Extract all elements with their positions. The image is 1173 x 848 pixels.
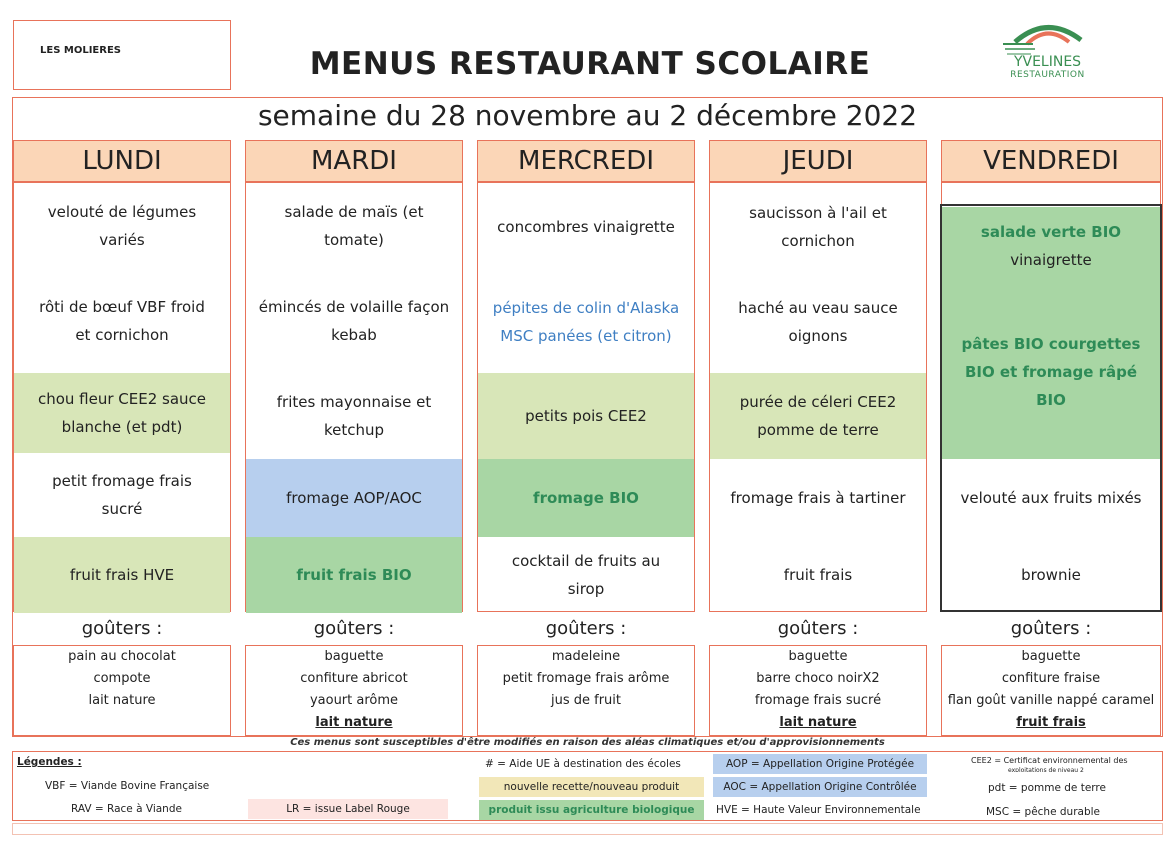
gouter-list [13, 645, 231, 736]
gouter-item: pain au chocolat [68, 649, 176, 664]
legend-nouvelle: nouvelle recette/nouveau produit [479, 777, 704, 797]
dish-item [478, 537, 694, 613]
dish-item [710, 373, 926, 459]
dish-item [710, 271, 926, 373]
legend-bio: produit issu agriculture biologique [479, 800, 704, 820]
dish-text: fromage AOP/AOC [286, 489, 422, 507]
dish-text: BIO [1036, 391, 1066, 409]
dish-item [478, 183, 694, 271]
gouter-item: madeleine [551, 649, 621, 664]
gouter-item: fruit frais [1016, 715, 1086, 730]
dish-text: brownie [1021, 566, 1081, 584]
gouter-item: lait nature [779, 715, 857, 730]
page-title: MENUS RESTAURANT SCOLAIRE [309, 46, 871, 82]
gouter-item: lait nature [88, 693, 156, 708]
gouter-list [477, 645, 695, 736]
day-header-jeudi: JEUDI [709, 140, 927, 182]
dish-text: rôti de bœuf VBF froid [39, 298, 205, 316]
dish-text: cornichon [781, 232, 855, 250]
legend-msc: MSC = pêche durable [986, 806, 1100, 818]
friday-highlight-border [940, 204, 1162, 612]
dish-list [13, 182, 231, 612]
logo-subtitle: RESTAURATION [1010, 70, 1085, 80]
dish-text: variés [99, 231, 145, 249]
legend-aide: # = Aide UE à destination des écoles [485, 758, 681, 770]
legend-aop: AOP = Appellation Origine Protégée [713, 754, 927, 774]
gouter-title: goûters : [777, 618, 859, 639]
dish-text: chou fleur CEE2 sauce [37, 390, 207, 408]
gouter-title: goûters : [1010, 618, 1092, 639]
dish-item [14, 537, 230, 613]
disclaimer: Ces menus sont susceptibles d'être modifiés en raison des aléas climatiques et/ou d'approvisionnements [290, 737, 885, 748]
legend-cee2: CEE2 = Certificat environnemental des [971, 756, 1128, 765]
legend-title: Légendes : [17, 756, 82, 768]
legend-vbf: VBF = Viande Bovine Française [45, 780, 210, 792]
dish-text: fruit frais BIO [296, 566, 412, 584]
dish-item [478, 373, 694, 459]
dish-text: tomate) [324, 231, 384, 249]
dish-text: velouté de légumes [47, 203, 197, 221]
dish-item [710, 183, 926, 271]
gouter-item: confiture abricot [300, 671, 408, 686]
dish-text: velouté aux fruits mixés [960, 489, 1142, 507]
dish-text: oignons [788, 327, 848, 345]
gouter-item: jus de fruit [550, 693, 621, 708]
legend-cee2-b: exploitations de niveau 2 [1008, 767, 1084, 772]
gouter-item: barre choco noirX2 [756, 671, 880, 686]
dish-item [478, 459, 694, 537]
bottom-strip [12, 823, 1163, 835]
gouter-item: baguette [788, 649, 848, 664]
dish-text: pomme de terre [757, 421, 879, 439]
dish-text: émincés de volaille façon [258, 298, 450, 316]
dish-item [14, 183, 230, 269]
dish-item [246, 183, 462, 269]
gouter-item: yaourt arôme [309, 693, 399, 708]
day-header-lundi: LUNDI [13, 140, 231, 182]
legend-rav: RAV = Race à Viande [71, 803, 182, 815]
gouter-list [941, 645, 1161, 736]
gouter-item: baguette [324, 649, 384, 664]
day-header-vendredi: VENDREDI [941, 140, 1161, 182]
gouter-item: baguette [1021, 649, 1081, 664]
dish-text: purée de céleri CEE2 [739, 393, 897, 411]
dish-text: vinaigrette [1010, 251, 1092, 269]
dish-text: et cornichon [75, 326, 169, 344]
dish-list [477, 182, 695, 612]
dish-item [478, 271, 694, 373]
dish-text: ketchup [323, 421, 385, 439]
gouter-title: goûters : [545, 618, 627, 639]
gouter-item: compote [93, 671, 151, 686]
dish-text: cocktail de fruits au [511, 552, 661, 570]
dish-item [710, 537, 926, 613]
gouter-title: goûters : [313, 618, 395, 639]
school-name: LES MOLIERES [40, 45, 121, 56]
week-title: semaine du 28 novembre au 2 décembre 2022 [257, 99, 918, 132]
dish-item [14, 453, 230, 537]
dish-item [14, 373, 230, 453]
dish-text: salade de maïs (et [284, 203, 424, 221]
dish-text: fromage BIO [533, 489, 639, 507]
dish-text: fruit frais [783, 566, 853, 584]
legend-box [12, 751, 1163, 821]
gouter-item: fromage frais sucré [754, 693, 882, 708]
gouter-title: goûters : [81, 618, 163, 639]
gouter-item: flan goût vanille nappé caramel [947, 693, 1155, 708]
dish-text: pâtes BIO courgettes [961, 335, 1141, 353]
gouter-list [709, 645, 927, 736]
dish-list [245, 182, 463, 612]
dish-text: saucisson à l'ail et [749, 204, 887, 222]
dish-text: kebab [331, 326, 377, 344]
gouter-item: petit fromage frais arôme [502, 671, 670, 686]
dish-text: petit fromage frais [52, 472, 192, 490]
dish-item [246, 537, 462, 613]
dish-text: blanche (et pdt) [61, 418, 183, 436]
day-header-mercredi: MERCREDI [477, 140, 695, 182]
legend-lr: LR = issue Label Rouge [248, 799, 448, 819]
day-header-mardi: MARDI [245, 140, 463, 182]
dish-text: MSC panées (et citron) [500, 327, 672, 345]
legend-hve: HVE = Haute Valeur Environnementale [716, 804, 921, 816]
legend-aoc: AOC = Appellation Origine Contrôlée [713, 777, 927, 797]
dish-text: sirop [567, 580, 605, 598]
gouter-item: confiture fraise [1001, 671, 1101, 686]
dish-text: frites mayonnaise et [276, 393, 432, 411]
dish-text: fromage frais à tartiner [730, 489, 906, 507]
dish-text: petits pois CEE2 [525, 407, 647, 425]
dish-text: sucré [101, 500, 143, 518]
dish-list [709, 182, 927, 612]
dish-item [246, 373, 462, 459]
dish-item [246, 269, 462, 373]
dish-text: pépites de colin d'Alaska [492, 299, 680, 317]
dish-text: BIO et fromage râpé [964, 363, 1138, 381]
dish-item [710, 459, 926, 537]
dish-text: haché au veau sauce [738, 299, 898, 317]
legend-pdt: pdt = pomme de terre [988, 782, 1106, 794]
dish-text: concombres vinaigrette [497, 218, 675, 236]
logo-title: YVELINES [1013, 54, 1082, 70]
gouter-item: lait nature [315, 715, 393, 730]
dish-text: fruit frais HVE [69, 566, 175, 584]
dish-item [14, 269, 230, 373]
gouter-list [245, 645, 463, 736]
dish-item [246, 459, 462, 537]
dish-text: salade verte BIO [980, 223, 1122, 241]
